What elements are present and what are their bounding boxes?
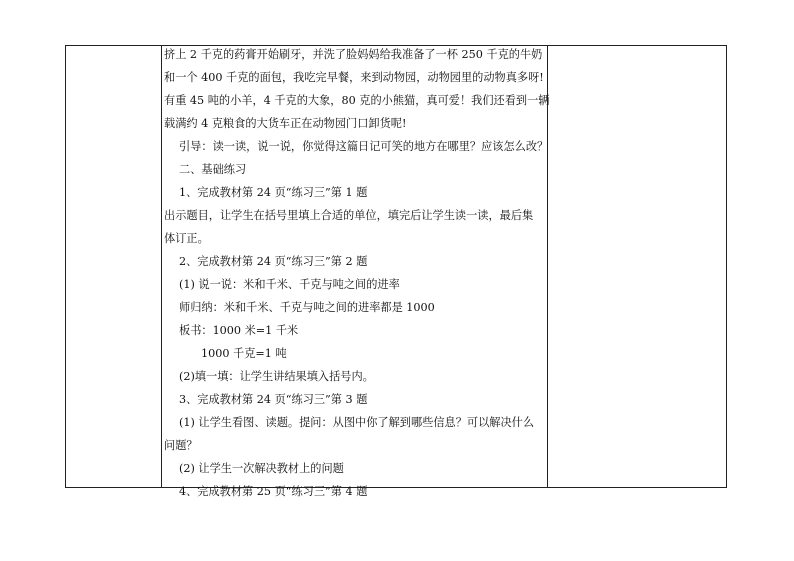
exercise-heading: 1、完成教材第 24 页“练习三”第 1 题 bbox=[179, 186, 368, 199]
exercise-heading: 2、完成教材第 24 页“练习三”第 2 题 bbox=[179, 255, 368, 268]
text-line: (2) 让学生一次解决教材上的问题 bbox=[179, 462, 344, 475]
text-line: 体订正。 bbox=[164, 232, 209, 245]
section-heading: 二、基础练习 bbox=[179, 163, 247, 176]
text-line: 问题？ bbox=[164, 439, 198, 452]
text-line: 载满约 4 克粮食的大货车正在动物园门口卸货呢! bbox=[164, 117, 407, 130]
text-line: 出示题目，让学生在括号里填上合适的单位，填完后让学生读一读，最后集 bbox=[164, 209, 534, 222]
text-line: 1000 千克=1 吨 bbox=[201, 347, 287, 360]
text-line: 引导：读一读，说一说，你觉得这篇日记可笑的地方在哪里？应该怎么改？ bbox=[179, 140, 549, 153]
column-divider-left bbox=[161, 46, 162, 487]
text-line: 师归纳：米和千米、千克与吨之间的进率都是 1000 bbox=[179, 301, 435, 314]
exercise-heading: 4、完成教材第 25 页“练习三”第 4 题 bbox=[179, 485, 368, 498]
exercise-heading: 3、完成教材第 24 页“练习三”第 3 题 bbox=[179, 393, 368, 406]
text-line: (1) 让学生看图、读题。提问：从图中你了解到哪些信息？可以解决什么 bbox=[179, 416, 535, 429]
column-divider-right bbox=[547, 46, 548, 487]
text-line: (2)填一填：让学生讲结果填入括号内。 bbox=[179, 370, 374, 383]
text-line: 和一个 400 千克的面包，我吃完早餐，来到动物园，动物园里的动物真多呀! bbox=[164, 71, 544, 84]
lesson-table bbox=[65, 45, 727, 498]
text-line: (1) 说一说：米和千米、千克与吨之间的进率 bbox=[179, 278, 400, 291]
text-line: 板书：1000 米=1 千米 bbox=[179, 324, 299, 337]
text-line: 挤上 2 千克的药膏开始刷牙，并洗了脸妈妈给我准备了一杯 250 千克的牛奶 bbox=[164, 48, 543, 61]
text-line: 有重 45 吨的小羊，4 千克的大象，80 克的小熊猫，真可爱！我们还看到一辆 bbox=[164, 94, 550, 107]
